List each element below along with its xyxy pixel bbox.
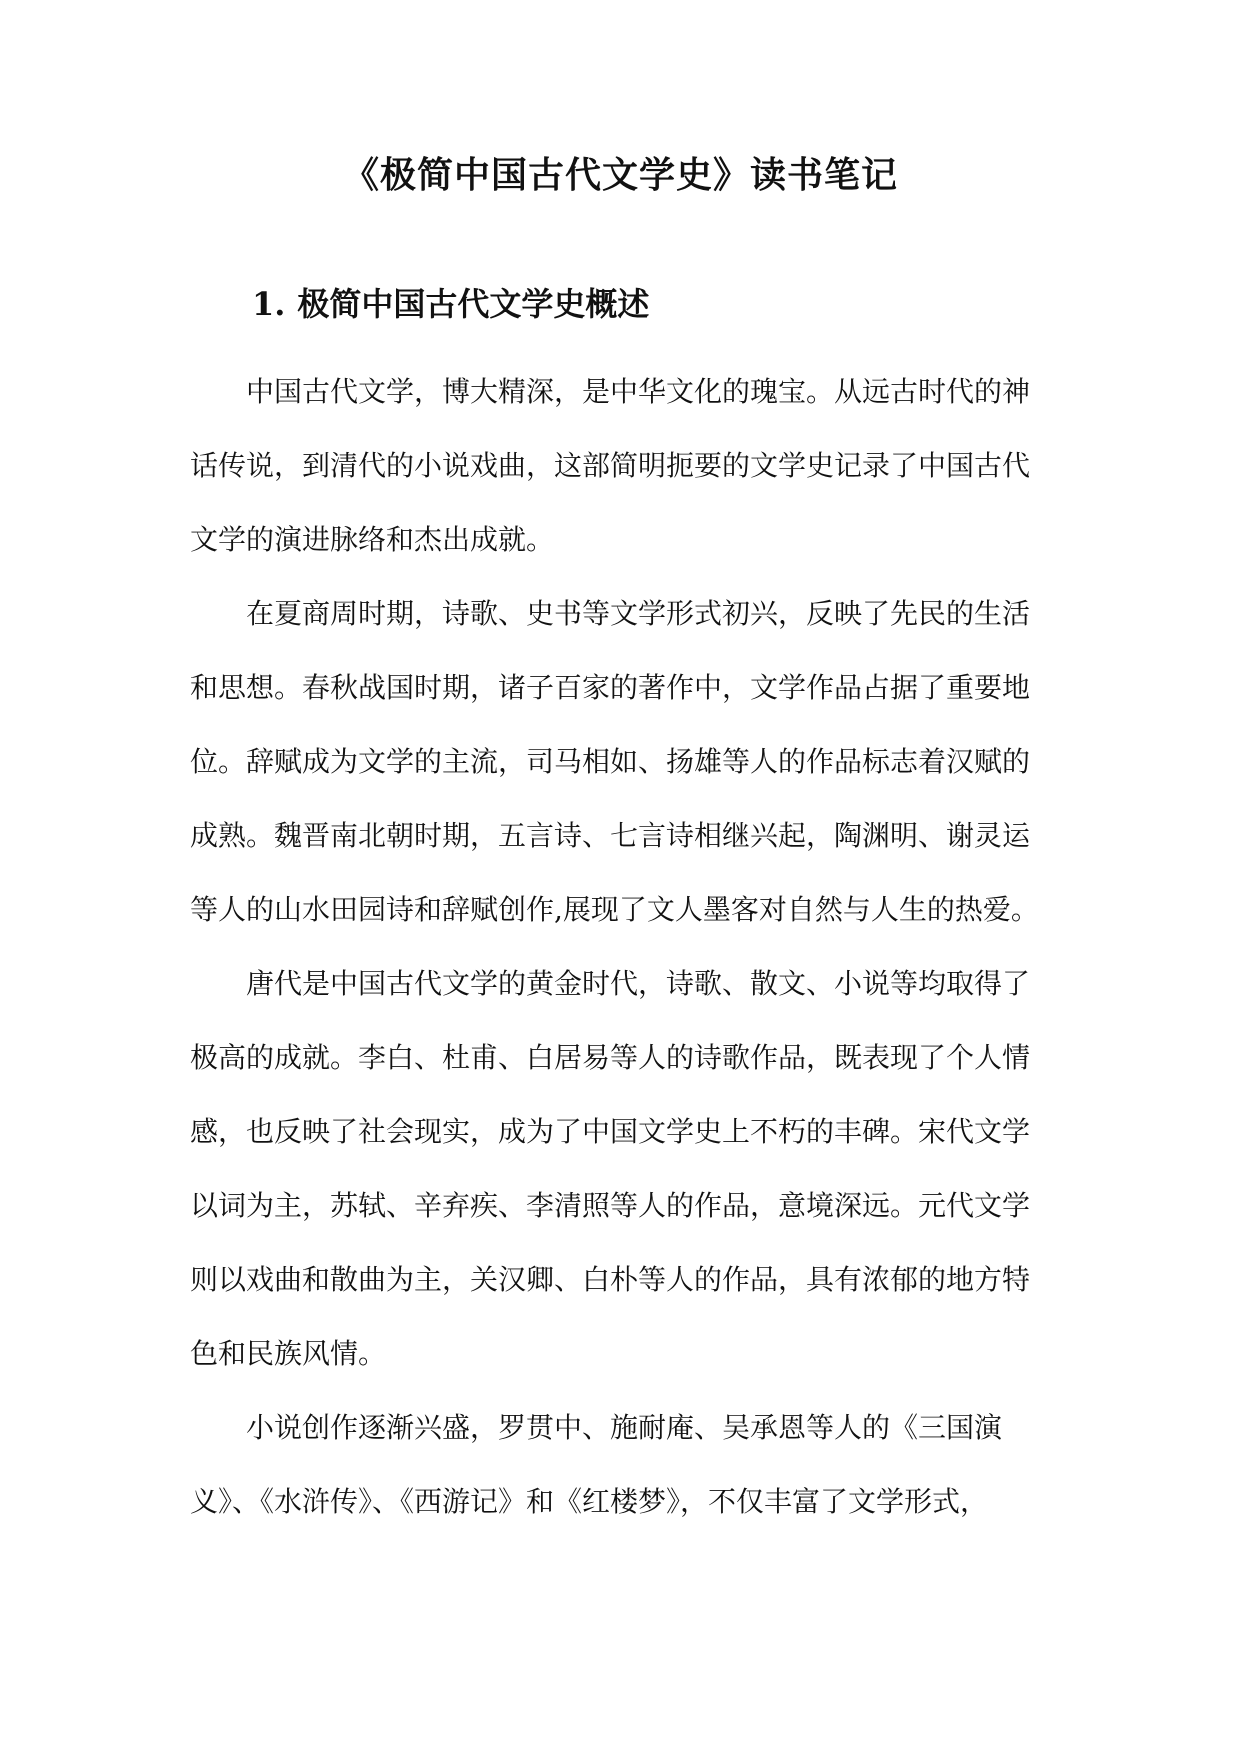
paragraph-4-line-2: 义》、《水浒传》、《西游记》和《红楼梦》，不仅丰富了文学形式， (190, 1485, 989, 1518)
paragraph-3-line-5: 则以戏曲和散曲为主，关汉卿、白朴等人的作品，具有浓郁的地方特 (190, 1263, 1031, 1296)
section-heading (252, 280, 649, 328)
paragraph-3-line-4: 以词为主，苏轼、辛弃疾、李清照等人的作品，意境深远。元代文学 (190, 1189, 1031, 1222)
paragraph-1-line-3: 文学的演进脉络和杰出成就。 (190, 523, 555, 556)
paragraph-3-line-3: 感，也反映了社会现实，成为了中国文学史上不朽的丰碑。宋代文学 (190, 1115, 1031, 1148)
section-number: 1. (252, 285, 286, 323)
paragraph-2-line-2: 和思想。春秋战国时期，诸子百家的著作中，文学作品占据了重要地 (190, 671, 1031, 704)
paragraph-3-line-2: 极高的成就。李白、杜甫、白居易等人的诗歌作品，既表现了个人情 (190, 1041, 1031, 1074)
paragraph-2-line-1: 在夏商周时期，诗歌、史书等文学形式初兴，反映了先民的生活 (246, 597, 1031, 630)
section-heading-text: 极简中国古代文学史概述 (297, 285, 650, 323)
paragraph-3-line-6: 色和民族风情。 (190, 1337, 387, 1370)
paragraph-2-line-5: 等人的山水田园诗和辞赋创作,展现了文人墨客对自然与人生的热爱。 (190, 893, 1039, 926)
paragraph-4-line-1: 小说创作逐渐兴盛，罗贯中、施耐庵、吴承恩等人的《三国演 (246, 1411, 1003, 1444)
paragraph-1-line-1: 中国古代文学，博大精深，是中华文化的瑰宝。从远古时代的神 (246, 375, 1031, 408)
paragraph-2-line-3: 位。辞赋成为文学的主流，司马相如、扬雄等人的作品标志着汉赋的 (190, 745, 1031, 778)
paragraph-2-line-4: 成熟。魏晋南北朝时期，五言诗、七言诗相继兴起，陶渊明、谢灵运 (190, 819, 1031, 852)
document-title: 《极简中国古代文学史》读书笔记 (342, 154, 898, 196)
paragraph-3-line-1: 唐代是中国古代文学的黄金时代，诗歌、散文、小说等均取得了 (246, 967, 1031, 1000)
paragraph-1-line-2: 话传说，到清代的小说戏曲，这部简明扼要的文学史记录了中国古代 (190, 449, 1031, 482)
